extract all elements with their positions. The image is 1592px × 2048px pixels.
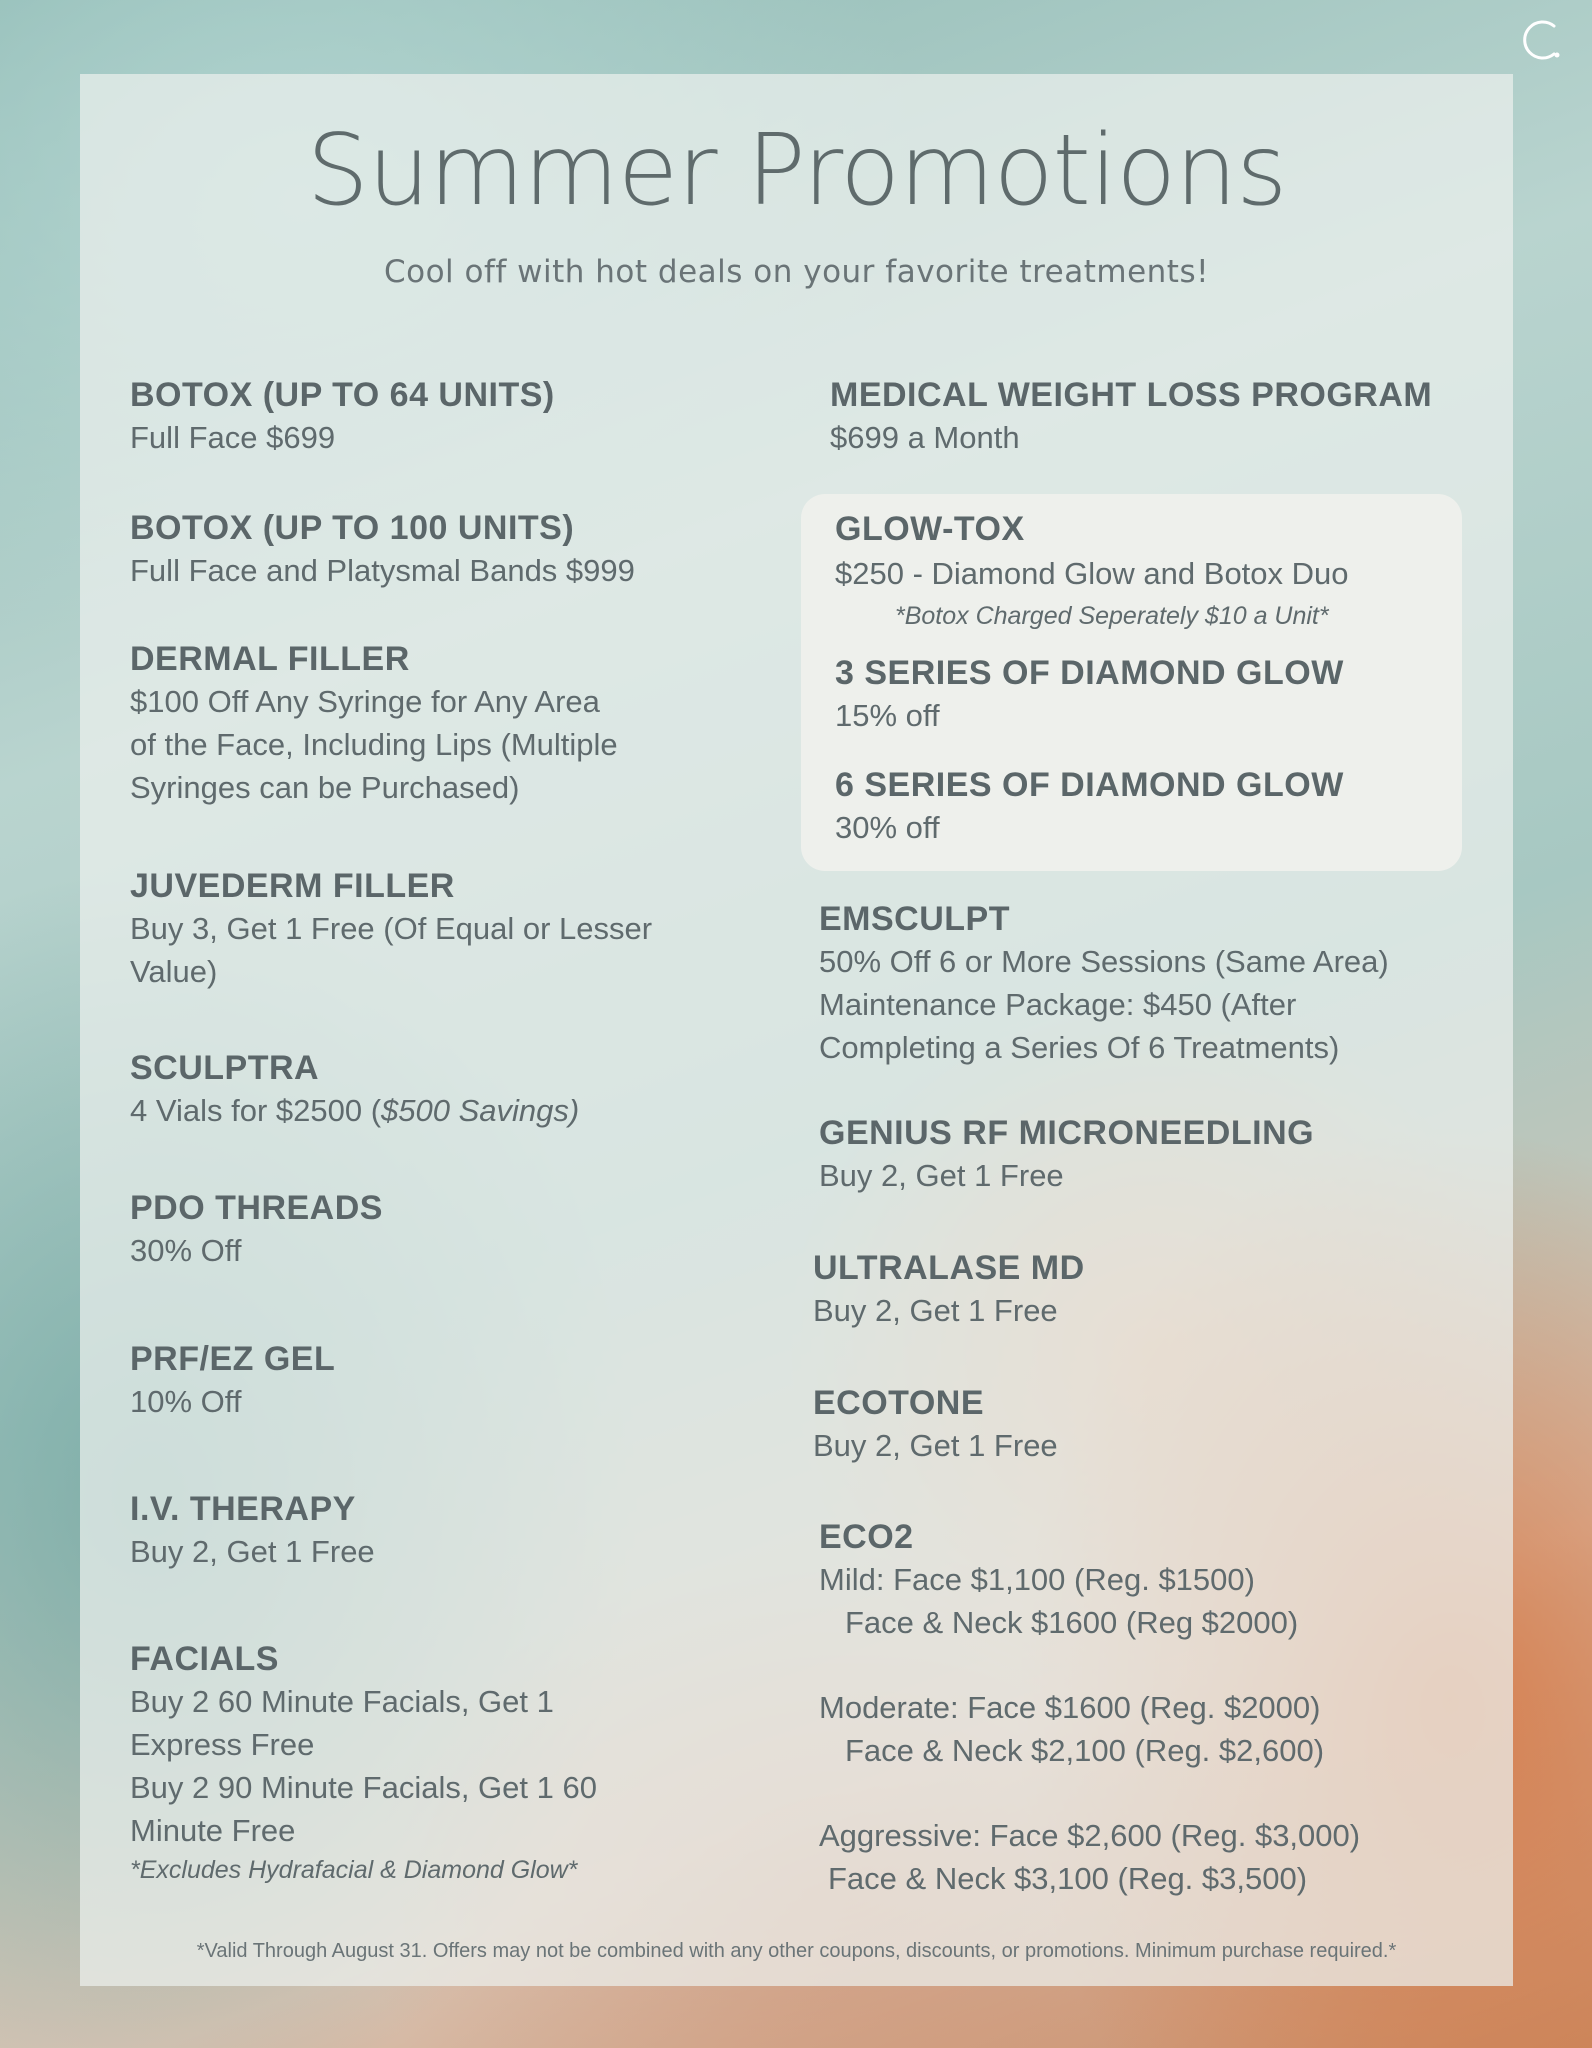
promo-detail: Buy 2 90 Minute Facials, Get 1 60 [130,1770,597,1805]
promo-detail: Full Face $699 [130,420,336,455]
promo-title: 6 SERIES OF DIAMOND GLOW [835,766,1344,804]
promo-detail: Minute Free [130,1813,296,1848]
promo-emsculpt [819,898,1389,1069]
promo-title: 3 SERIES OF DIAMOND GLOW [835,654,1344,692]
promo-weight-loss [830,374,1432,459]
promo-detail: Value) [130,954,218,989]
promo-dermal-filler [130,638,618,809]
promo-title: EMSCULPT [819,900,1010,938]
promo-title: BOTOX (UP TO 64 UNITS) [130,376,555,414]
promo-panel [80,74,1513,1986]
promo-title: MEDICAL WEIGHT LOSS PROGRAM [830,376,1433,414]
promo-genius-rf [819,1112,1314,1197]
promo-note: *Excludes Hydrafacial & Diamond Glow* [130,1856,578,1884]
promo-facials [130,1638,597,1888]
promo-title: GLOW-TOX [835,510,1025,548]
promo-detail [130,1089,579,1132]
promo-detail: of the Face, Including Lips (Multiple [130,727,618,762]
promo-3-series-diamond-glow [835,652,1344,737]
promo-title: PDO THREADS [130,1189,383,1227]
promo-detail: 30% off [835,810,940,845]
eco2-moderate-face: Moderate: Face $1600 (Reg. $2000) [819,1690,1321,1725]
eco2-moderate-neck: Face & Neck $2,100 (Reg. $2,600) [845,1733,1325,1768]
promo-glow-tox [835,508,1349,634]
promo-detail: Buy 2, Get 1 Free [813,1293,1058,1328]
promo-detail: 15% off [835,698,940,733]
promo-sculptra [130,1047,579,1132]
promo-juvederm-filler [130,865,652,993]
promo-title: GENIUS RF MICRONEEDLING [819,1114,1315,1152]
promo-note: *Botox Charged Seperately $10 a Unit* [895,602,1329,630]
promo-title: ULTRALASE MD [813,1249,1085,1287]
eco2-aggressive-face: Aggressive: Face $2,600 (Reg. $3,000) [819,1818,1361,1853]
promo-pdo-threads [130,1187,383,1272]
promo-title: PRF/EZ GEL [130,1340,336,1378]
promo-detail: Full Face and Platysmal Bands $999 [130,553,635,588]
promo-detail: 10% Off [130,1384,242,1419]
promo-detail: 30% Off [130,1233,242,1268]
promo-title: FACIALS [130,1640,279,1678]
promo-detail: Buy 2, Get 1 Free [130,1534,375,1569]
eco2-mild-neck: Face & Neck $1600 (Reg $2000) [845,1605,1299,1640]
eco2-aggressive-neck: Face & Neck $3,100 (Reg. $3,500) [828,1861,1308,1896]
promo-detail: Maintenance Package: $450 (After [819,987,1297,1022]
promo-savings: $500 Savings) [381,1093,580,1128]
promo-detail: Buy 2, Get 1 Free [819,1158,1064,1193]
promo-prf-ez-gel [130,1338,335,1423]
promo-botox-100 [130,507,635,592]
promo-detail: Buy 3, Get 1 Free (Of Equal or Lesser [130,911,653,946]
promo-ecotone [813,1382,1058,1467]
promo-detail: Syringes can be Purchased) [130,770,520,805]
promo-title: I.V. THERAPY [130,1490,356,1528]
promo-detail-text: 4 Vials for $2500 ( [130,1093,382,1128]
promo-title: ECO2 [819,1518,914,1556]
footer-disclaimer: *Valid Through August 31. Offers may not be combined with any other coupons, discounts, or promotions. Minimum purchase required.* [196,1940,1397,1962]
promo-eco2 [819,1516,1360,1900]
promo-iv-therapy [130,1488,375,1573]
promo-detail: Completing a Series Of 6 Treatments) [819,1030,1340,1065]
promo-detail: $250 - Diamond Glow and Botox Duo [835,556,1349,591]
promo-ultralase-md [813,1247,1085,1332]
promo-detail: Express Free [130,1727,315,1762]
promo-detail: 50% Off 6 or More Sessions (Same Area) [819,944,1389,979]
promo-botox-64 [130,374,555,459]
promo-title: ECOTONE [813,1384,985,1422]
promo-title: DERMAL FILLER [130,640,410,678]
page-subtitle: Cool off with hot deals on your favorite treatments! [383,254,1210,290]
promo-title: BOTOX (UP TO 100 UNITS) [130,509,575,547]
c-logo-icon [1516,16,1564,64]
promo-detail: Buy 2, Get 1 Free [813,1428,1058,1463]
page-title: Summer Promotions [306,114,1287,228]
promo-title: JUVEDERM FILLER [130,867,455,905]
eco2-mild-face: Mild: Face $1,100 (Reg. $1500) [819,1562,1255,1597]
promo-title: SCULPTRA [130,1049,320,1087]
promo-detail: $100 Off Any Syringe for Any Area [130,684,600,719]
promo-6-series-diamond-glow [835,764,1344,849]
promo-detail: Buy 2 60 Minute Facials, Get 1 [130,1684,554,1719]
promo-detail: $699 a Month [830,420,1020,455]
